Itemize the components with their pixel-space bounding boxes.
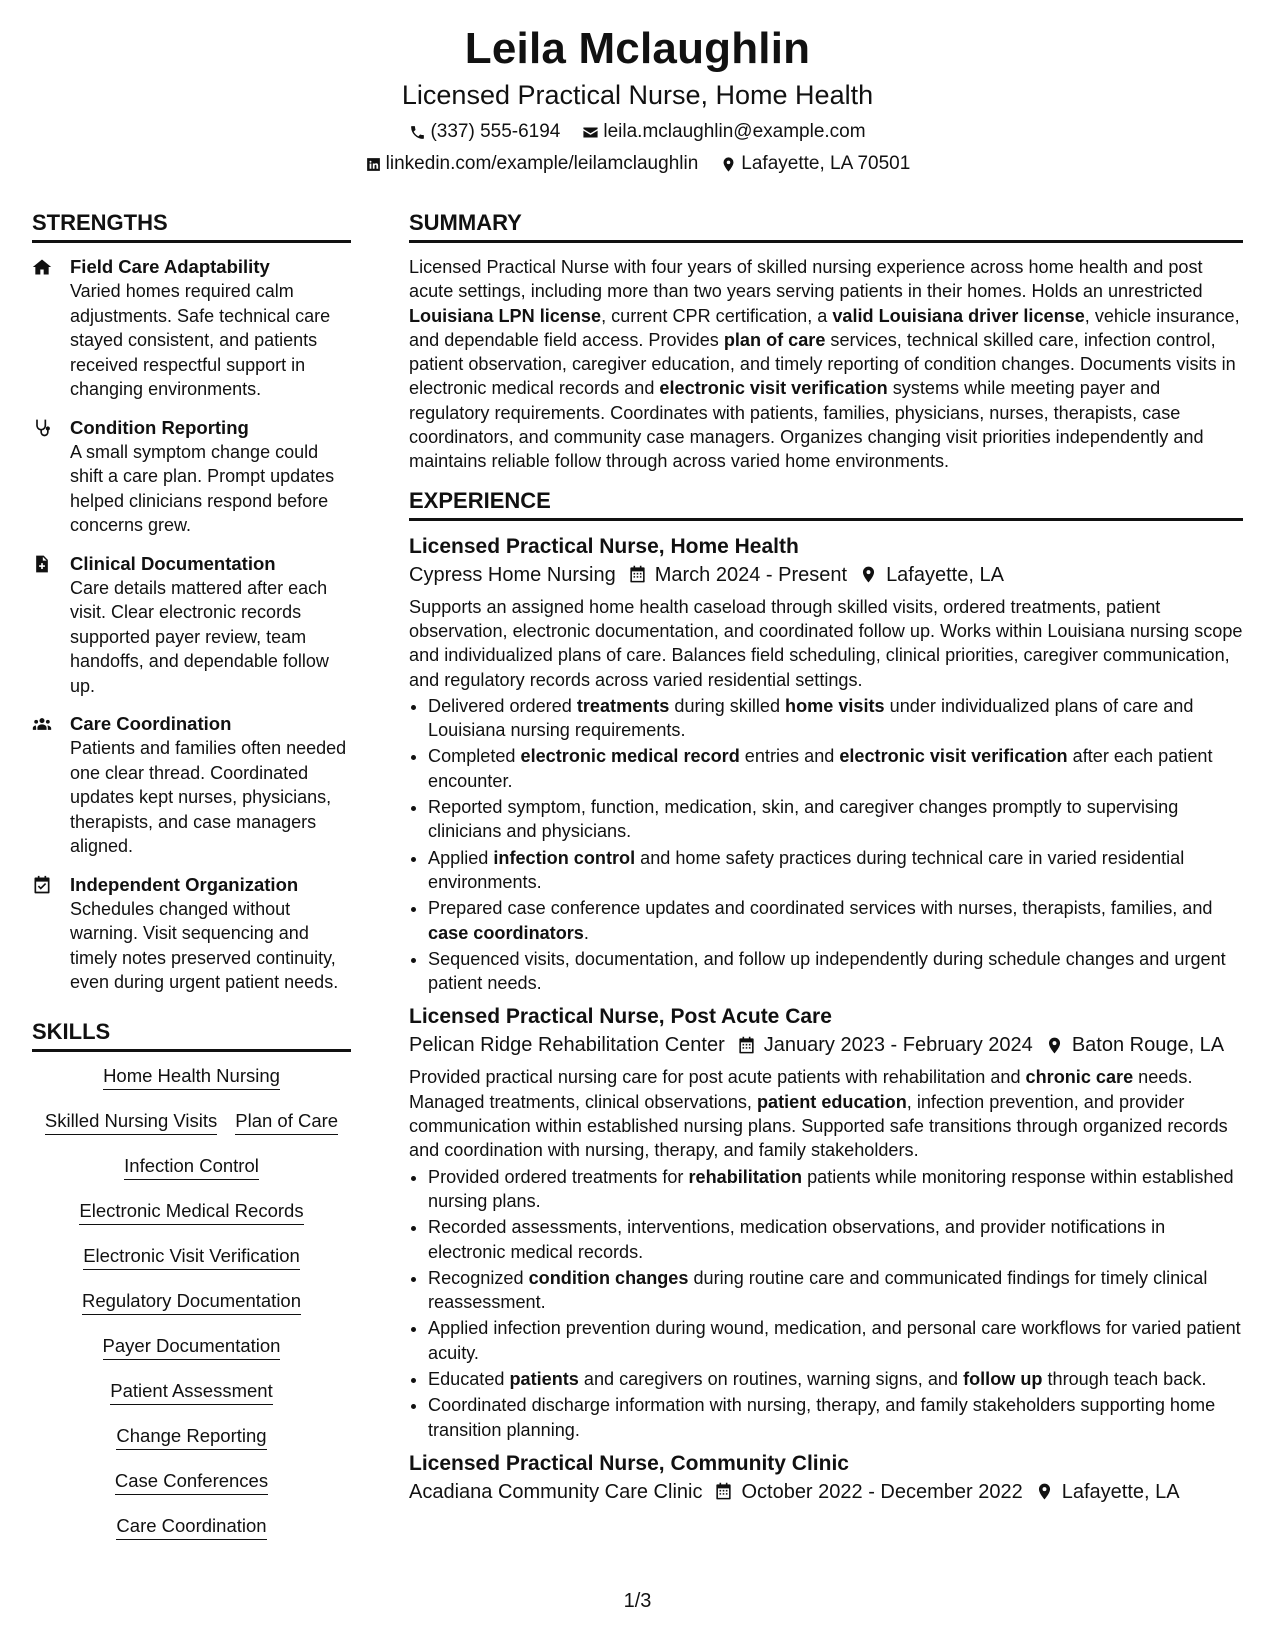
contact-row-2 — [0, 152, 1275, 176]
linkedin-icon — [365, 156, 382, 173]
bullet-item — [428, 846, 1243, 895]
bold-keyword: Louisiana LPN license — [409, 305, 602, 326]
job-title: Licensed Practical Nurse, Post Acute Care — [409, 1005, 832, 1029]
text-segment: Reported symptom, function, medication, skin, and caregiver changes promptly to supervising clinicians and physicians. — [428, 797, 1179, 842]
bullet-item — [428, 1266, 1243, 1315]
phone-icon — [409, 124, 426, 141]
bullet-item — [428, 694, 1243, 743]
job-entry — [409, 1450, 1243, 1506]
strength-item — [32, 255, 351, 402]
map-pin-icon — [720, 156, 737, 173]
text-segment: . — [583, 922, 589, 943]
text-segment: after each patient encounter. — [428, 746, 1213, 791]
job-dates — [714, 1478, 1022, 1506]
company-name: Cypress Home Nursing — [409, 563, 616, 586]
job-bullets — [409, 1165, 1243, 1442]
text-segment: entries and — [739, 746, 840, 767]
bullet-item — [428, 1215, 1243, 1264]
calendar-check-icon — [32, 873, 56, 995]
skills-list — [32, 1064, 351, 1540]
text-segment: services, technical skilled care, infection control, patient observation, caregiver education, and timely reporting of condition changes. Documents visits in electronic medical records and — [409, 329, 1236, 399]
skill-tag: Case Conferences — [115, 1469, 268, 1495]
company-name: Acadiana Community Care Clinic — [409, 1480, 703, 1503]
text-segment: Educated — [428, 1368, 510, 1389]
bold-keyword: electronic visit verification — [659, 378, 888, 399]
bold-keyword: case coordinators — [428, 922, 584, 943]
email-text: leila.mclaughlin@example.com — [603, 121, 866, 142]
job-location-text: Lafayette, LA — [1061, 1480, 1180, 1503]
text-segment: , infection prevention, and provider communication within established nursing plans. Supported safe transitions through organized records and coordination with nursing, therapy, and family stakeholders. — [409, 1091, 1228, 1161]
job-dates — [737, 1031, 1033, 1059]
skill-row — [32, 1109, 351, 1135]
envelope-icon — [582, 124, 599, 141]
left-column — [32, 208, 351, 1559]
job-dates — [628, 561, 847, 589]
text-segment: Applied — [428, 847, 494, 868]
strengths-heading: STRENGTHS — [32, 208, 351, 243]
stethoscope-icon — [32, 416, 56, 538]
medical-file-icon — [32, 552, 56, 699]
bold-keyword: electronic visit verification — [839, 746, 1068, 767]
skill-row — [32, 1199, 351, 1225]
candidate-name: Leila Mclaughlin — [464, 24, 811, 73]
text-segment: Sequenced visits, documentation, and follow up independently during schedule changes and urgent patient needs. — [428, 948, 1226, 994]
text-segment: and home safety practices during technical care in varied residential environments. — [428, 847, 1185, 892]
text-segment: Recognized — [428, 1267, 529, 1288]
skill-tag: Regulatory Documentation — [82, 1289, 301, 1315]
job-entry — [409, 533, 1243, 996]
map-pin-icon — [1035, 1482, 1054, 1501]
text-segment: Applied infection prevention during wound, medication, and personal care workflows for varied patient acuity. — [428, 1318, 1241, 1363]
bold-keyword: patients — [509, 1368, 579, 1389]
bullet-item — [428, 1316, 1243, 1365]
strength-description: Care details mattered after each visit. Clear electronic records supported payer review, team handoffs, and dependable follow up. — [70, 577, 329, 696]
right-column — [409, 208, 1243, 1512]
text-segment: through teach back. — [1042, 1368, 1207, 1389]
text-segment: Prepared case conference updates and coordinated services with nurses, therapists, families, and — [428, 898, 1213, 919]
resume-header — [0, 18, 1275, 176]
map-pin-icon — [1045, 1036, 1064, 1055]
bullet-item — [428, 1367, 1243, 1391]
skill-tag: Infection Control — [124, 1154, 259, 1180]
text-segment: Supports an assigned home health caseload through skilled visits, ordered treatments, patient observation, electronic documentation, and coordinated follow up. Works within Louisiana nursing scope and individualized plans of care. Balances field scheduling, clinical priorities, caregiver communication, and regulatory records across varied residential settings. — [409, 596, 1243, 690]
bullet-item — [428, 896, 1243, 945]
strength-description: Varied homes required calm adjustments. Safe technical care stayed consistent, and patients received respectful support in changing environments. — [70, 281, 331, 399]
text-segment: under individualized plans of care and Louisiana nursing requirements. — [428, 695, 1194, 741]
strength-title: Care Coordination — [70, 713, 232, 734]
text-segment: Licensed Practical Nurse with four years of skilled nursing experience across home health and post acute settings, including more than two years serving patients in their homes. Holds an unrestricted — [409, 257, 1203, 302]
strength-title: Condition Reporting — [70, 416, 249, 438]
strength-title: Field Care Adaptability — [70, 256, 270, 277]
skill-tag: Payer Documentation — [103, 1334, 281, 1360]
bold-keyword: chronic care — [1025, 1067, 1134, 1088]
skill-row — [32, 1289, 351, 1315]
strength-title: Clinical Documentation — [70, 552, 276, 574]
text-segment: systems while meeting payer and regulatory requirements. Coordinates with patients, families, physicians, nurses, therapists, case coordinators, and community case managers. Organizes changing visit priorities independently and maintains reliable follow through across varied home environments. — [409, 378, 1204, 472]
text-segment: needs. Managed treatments, clinical observations, — [409, 1067, 1193, 1112]
contact-row-1 — [0, 120, 1275, 144]
text-segment: Recorded assessments, interventions, medication observations, and provider notifications in electronic medical records. — [428, 1217, 1166, 1262]
text-segment: Provided practical nursing care for post acute patients with rehabilitation and — [409, 1067, 1026, 1088]
job-location — [1035, 1478, 1180, 1506]
strengths-list — [32, 255, 351, 995]
skill-row — [32, 1469, 351, 1495]
skill-row — [32, 1514, 351, 1540]
calendar-icon — [628, 565, 647, 584]
job-meta — [409, 561, 1243, 589]
skill-tag: Care Coordination — [116, 1514, 266, 1540]
company-name: Pelican Ridge Rehabilitation Center — [409, 1034, 725, 1057]
skill-row — [32, 1379, 351, 1405]
job-entry — [409, 1003, 1243, 1441]
strength-item — [32, 552, 351, 699]
linkedin-contact[interactable] — [365, 152, 699, 176]
experience-heading: EXPERIENCE — [409, 486, 1243, 521]
linkedin-text: linkedin.com/example/leilamclaughlin — [385, 153, 699, 174]
location-text: Lafayette, LA 70501 — [741, 153, 911, 174]
text-segment: during routine care and communicated findings for timely clinical reassessment. — [428, 1267, 1208, 1313]
strength-item — [32, 416, 351, 538]
page-number: 1/3 — [623, 1590, 652, 1612]
job-bullets — [409, 694, 1243, 996]
calendar-icon — [714, 1482, 733, 1501]
phone-contact[interactable] — [409, 120, 560, 144]
phone-text: (337) 555-6194 — [430, 121, 561, 142]
skill-row — [32, 1154, 351, 1180]
skill-tag: Plan of Care — [235, 1109, 338, 1135]
text-segment: and caregivers on routines, warning signs, and — [578, 1368, 964, 1389]
job-location — [859, 561, 1004, 589]
bold-keyword: patient education — [756, 1091, 907, 1112]
bold-keyword: rehabilitation — [688, 1166, 803, 1187]
text-segment: during skilled — [669, 695, 786, 716]
job-title: Licensed Practical Nurse, Community Clinic — [409, 1451, 849, 1475]
strength-description: Patients and families often needed one clear thread. Coordinated updates kept nurses, physicians, therapists, and case managers aligned. — [70, 738, 347, 856]
text-segment: Provided ordered treatments for — [428, 1166, 689, 1187]
skill-row — [32, 1244, 351, 1270]
text-segment: Delivered ordered — [428, 695, 577, 716]
bold-keyword: condition changes — [528, 1267, 689, 1288]
strength-description: Schedules changed without warning. Visit sequencing and timely notes preserved continuity, even during urgent patient needs. — [70, 898, 339, 992]
job-description — [409, 1065, 1243, 1162]
skill-tag: Skilled Nursing Visits — [45, 1109, 217, 1135]
skill-tag: Home Health Nursing — [103, 1064, 280, 1090]
job-dates-text: October 2022 - December 2022 — [741, 1480, 1023, 1503]
text-segment: , current CPR certification, a — [601, 305, 833, 326]
skill-tag: Change Reporting — [116, 1424, 266, 1450]
bold-keyword: electronic medical record — [520, 746, 740, 767]
job-dates-text: March 2024 - Present — [654, 563, 848, 586]
bold-keyword: valid Louisiana driver license — [832, 305, 1085, 326]
job-dates-text: January 2023 - February 2024 — [763, 1034, 1033, 1057]
text-segment: patients while monitoring response within established nursing plans. — [428, 1166, 1234, 1211]
job-location — [1045, 1031, 1224, 1059]
bold-keyword: treatments — [576, 695, 670, 716]
bold-keyword: plan of care — [723, 329, 826, 350]
skills-heading: SKILLS — [32, 1017, 351, 1052]
job-description — [409, 595, 1243, 692]
home-icon — [32, 255, 56, 402]
calendar-icon — [737, 1036, 756, 1055]
skill-tag: Electronic Visit Verification — [83, 1244, 300, 1270]
job-location-text: Baton Rouge, LA — [1071, 1034, 1225, 1057]
text-segment: Completed — [428, 746, 521, 767]
people-group-icon — [32, 712, 56, 859]
strength-item — [32, 712, 351, 859]
skill-row — [32, 1424, 351, 1450]
skill-tag: Electronic Medical Records — [79, 1199, 303, 1225]
bullet-item — [428, 947, 1243, 996]
bold-keyword: home visits — [785, 695, 885, 716]
job-meta — [409, 1031, 1243, 1059]
job-location-text: Lafayette, LA — [886, 563, 1004, 586]
email-contact[interactable] — [582, 120, 865, 144]
skill-row — [32, 1064, 351, 1090]
bullet-item — [428, 795, 1243, 844]
summary-heading: SUMMARY — [409, 208, 1243, 243]
bold-keyword: infection control — [493, 847, 636, 868]
map-pin-icon — [859, 565, 878, 584]
location-contact — [720, 152, 910, 176]
job-title: Licensed Practical Nurse, Home Health — [409, 534, 799, 558]
skill-tag: Patient Assessment — [110, 1379, 272, 1405]
candidate-title: Licensed Practical Nurse, Home Health — [401, 80, 874, 110]
text-segment: , vehicle insurance, and dependable field access. Provides — [409, 305, 1240, 350]
job-meta — [409, 1478, 1243, 1506]
experience-list — [409, 533, 1243, 1506]
summary-text — [409, 255, 1243, 474]
bullet-item — [428, 744, 1243, 793]
skill-row — [32, 1334, 351, 1360]
bold-keyword: follow up — [963, 1368, 1043, 1389]
text-segment: Coordinated discharge information with nursing, therapy, and family stakeholders supporting home transition planning. — [428, 1395, 1216, 1440]
bullet-item — [428, 1393, 1243, 1442]
bullet-item — [428, 1165, 1243, 1214]
strength-description: A small symptom change could shift a care plan. Prompt updates helped clinicians respond before concerns grew. — [70, 441, 335, 535]
strength-title: Independent Organization — [70, 873, 299, 895]
strength-item — [32, 873, 351, 995]
